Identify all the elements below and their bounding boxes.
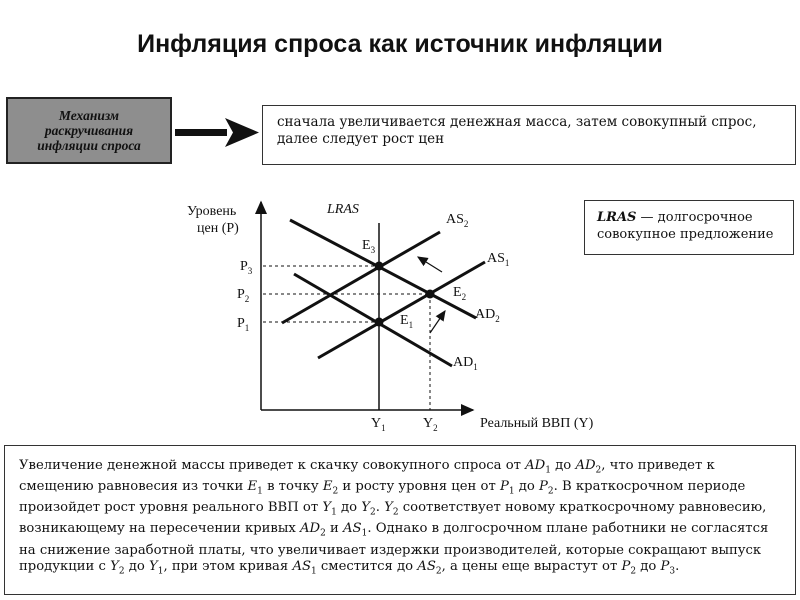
e1-label: $E_1$ <box>400 313 414 330</box>
p2-label: $P_2$ <box>237 287 250 304</box>
e1-point <box>375 318 384 327</box>
ad2-label: $AD_2$ <box>475 307 500 324</box>
y2-label: $Y_2$ <box>423 416 438 433</box>
p1-label: $P_1$ <box>237 316 250 333</box>
p3-label: $P_3$ <box>240 259 253 276</box>
as2-label: $AS_2$ <box>446 212 469 229</box>
ad-shift-arrow <box>430 311 445 333</box>
as2-curve <box>282 232 440 323</box>
ad1-label: $AD_1$ <box>453 355 478 372</box>
e2-label: $E_2$ <box>453 285 467 302</box>
y-axis-label-line2: цен (P) <box>197 221 239 236</box>
y-axis-label-line1: Уровень <box>187 204 237 219</box>
y1-label: $Y_1$ <box>371 416 386 433</box>
legend-text: — долгосрочное совокупное предложение <box>597 210 774 242</box>
mechanism-description: сначала увеличивается денежная масса, затем совокупный спрос, далее следует рост цен <box>262 105 796 165</box>
as1-label: $AS_1$ <box>487 251 510 268</box>
legend-term: LRAS <box>597 210 637 225</box>
explanation-text: Увеличение денежной массы приведет к скачку совокупного спроса от $AD_1$ до $AD_2$, что приведет к смещению равновесия из точки $E_1$ в точку $E_2$ и росту уровня цен от $P_1$ до $P_2$. В краткосрочном периоде произойдет рост уровня реального ВВП от $Y_1$ до $Y_2$. $Y_2$ соответствует новому краткосрочному равновесию, возникающему на пересечении кривых $AD_2$ и $AS_1$. Однако в долгосрочном плане работники не согласятся на снижение заработной платы, что увеличивает издержки производителей, которые сокращают выпуск продукции с $Y_2$ до $Y_1$, при этом кривая $AS_1$ сместится до $AS_2$, а цены еще вырастут от $P_2$ до $P_3$. <box>4 445 796 595</box>
ad1-curve <box>294 274 452 366</box>
mechanism-label: Механизм раскручивания инфляции спроса <box>37 108 141 153</box>
e2-point <box>426 290 435 299</box>
page-title: Инфляция спроса как источник инфляции <box>137 30 663 58</box>
e3-label: $E_3$ <box>362 238 376 255</box>
as-shift-arrow <box>418 257 442 272</box>
lras-label: LRAS <box>327 202 359 217</box>
e3-point <box>375 262 384 271</box>
x-axis-label: Реальный ВВП (Y) <box>480 416 594 431</box>
